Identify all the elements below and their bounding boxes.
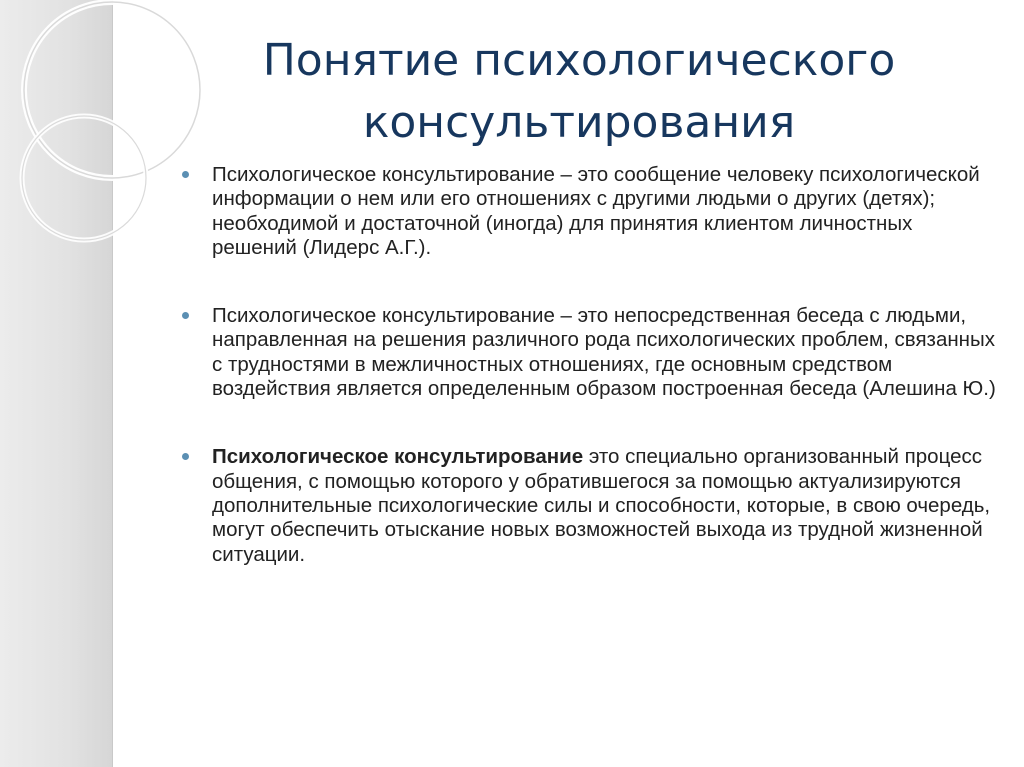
- bullet-item: [178, 445, 998, 566]
- bullet-term: Психологическое консультирование: [212, 445, 584, 469]
- bullet-item: [178, 163, 998, 260]
- bullet-text: Психологическое консультирование – это сообщение человеку психологической информации о нем или его отношениях с другими людьми о других (детях); необходимой и достаточной (иногда) для принятия клиентом личностных решений (Лидерс А.Г.).: [212, 163, 980, 259]
- bullet-text: это специально организованный процесс общения, с помощью которого у обратившегося за помощью актуализируются дополнительные психологические силы и способности, которые, в свою очередь, могут обеспечить отыскание новых возможностей выхода из трудной жизненной ситуации.: [212, 445, 991, 566]
- bullet-list: [178, 163, 998, 567]
- slide-title: Понятие психологического консультирования: [262, 35, 896, 148]
- bullet-dot-icon: [182, 312, 189, 319]
- bullet-dot-icon: [182, 453, 189, 460]
- bullet-dot-icon: [182, 171, 189, 178]
- bullet-item: [178, 304, 998, 401]
- bullet-text: Психологическое консультирование – это непосредственная беседа с людьми, направленная на решения различного рода психологических проблем, связанных с трудностями в межличностных отношениях, где основным средством воздействия является определенным образом построенная беседа (Алешина Ю.): [212, 304, 996, 401]
